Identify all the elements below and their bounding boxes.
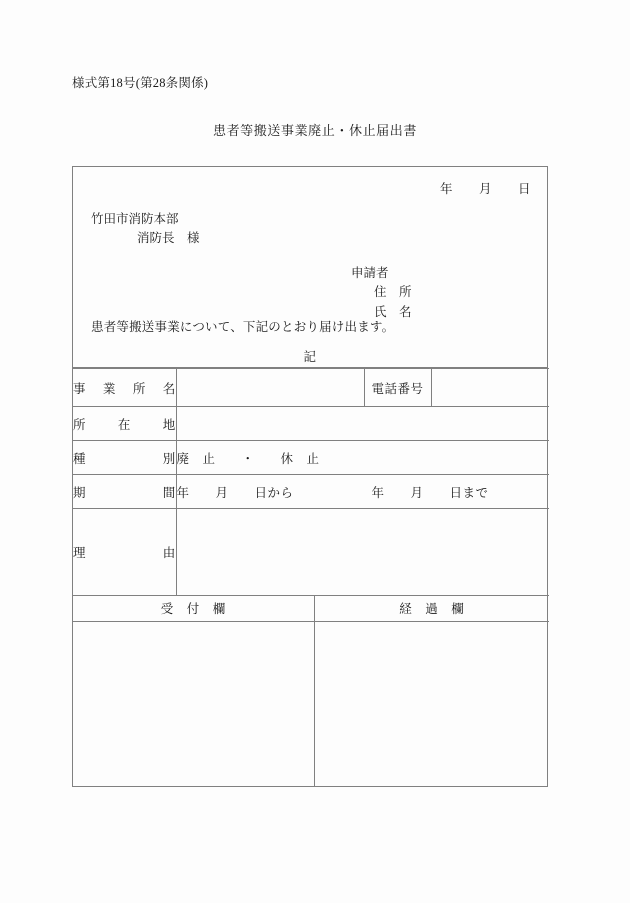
reception-column-header: 受 付 欄 bbox=[73, 595, 314, 621]
period-to: 年 月 日まで bbox=[371, 485, 489, 500]
addressee-block bbox=[91, 210, 200, 249]
table-row-location bbox=[73, 407, 549, 441]
footer-body-row bbox=[73, 621, 549, 786]
business-name-field[interactable] bbox=[176, 369, 364, 407]
telephone-label: 電話番号 bbox=[364, 369, 431, 407]
applicant-label: 申請者 bbox=[351, 266, 389, 280]
table-row-kind bbox=[73, 441, 549, 475]
reception-field[interactable] bbox=[73, 621, 314, 786]
reason-field[interactable] bbox=[176, 509, 549, 595]
period-label: 期間 bbox=[73, 475, 176, 509]
kind-options[interactable]: 廃 止 ・ 休 止 bbox=[176, 441, 549, 475]
statement-text: 患者等搬送事業について、下記のとおり届け出ます。 bbox=[91, 320, 395, 334]
addressee-organization: 竹田市消防本部 bbox=[91, 212, 179, 226]
form-number: 様式第18号(第28条関係) bbox=[72, 76, 209, 90]
footer-header-row bbox=[73, 595, 549, 621]
kind-label: 種別 bbox=[73, 441, 176, 475]
location-label: 所在地 bbox=[73, 407, 176, 441]
form-footer-table bbox=[73, 595, 549, 787]
preamble-block bbox=[73, 167, 547, 368]
applicant-name-label: 氏 名 bbox=[374, 304, 412, 319]
reason-label: 理由 bbox=[73, 509, 176, 595]
form-table bbox=[73, 368, 549, 595]
page-title: 患者等搬送事業廃止・休止届出書 bbox=[212, 123, 417, 138]
progress-field[interactable] bbox=[314, 621, 549, 786]
table-row-business-name bbox=[73, 369, 549, 407]
location-field[interactable] bbox=[176, 407, 549, 441]
period-field[interactable] bbox=[176, 475, 549, 509]
applicant-block bbox=[351, 264, 412, 322]
addressee-title: 消防長 様 bbox=[137, 231, 200, 246]
business-name-label: 事業所名 bbox=[73, 369, 176, 407]
applicant-address-label: 住 所 bbox=[374, 285, 412, 300]
form-frame bbox=[72, 166, 548, 787]
telephone-field[interactable] bbox=[431, 369, 549, 407]
table-row-period bbox=[73, 475, 549, 509]
date-line: 年 月 日 bbox=[439, 182, 531, 196]
kiji-marker: 記 bbox=[303, 350, 317, 364]
period-from: 年 月 日から bbox=[176, 485, 294, 500]
progress-column-header: 経 過 欄 bbox=[314, 595, 549, 621]
table-row-reason bbox=[73, 509, 549, 595]
